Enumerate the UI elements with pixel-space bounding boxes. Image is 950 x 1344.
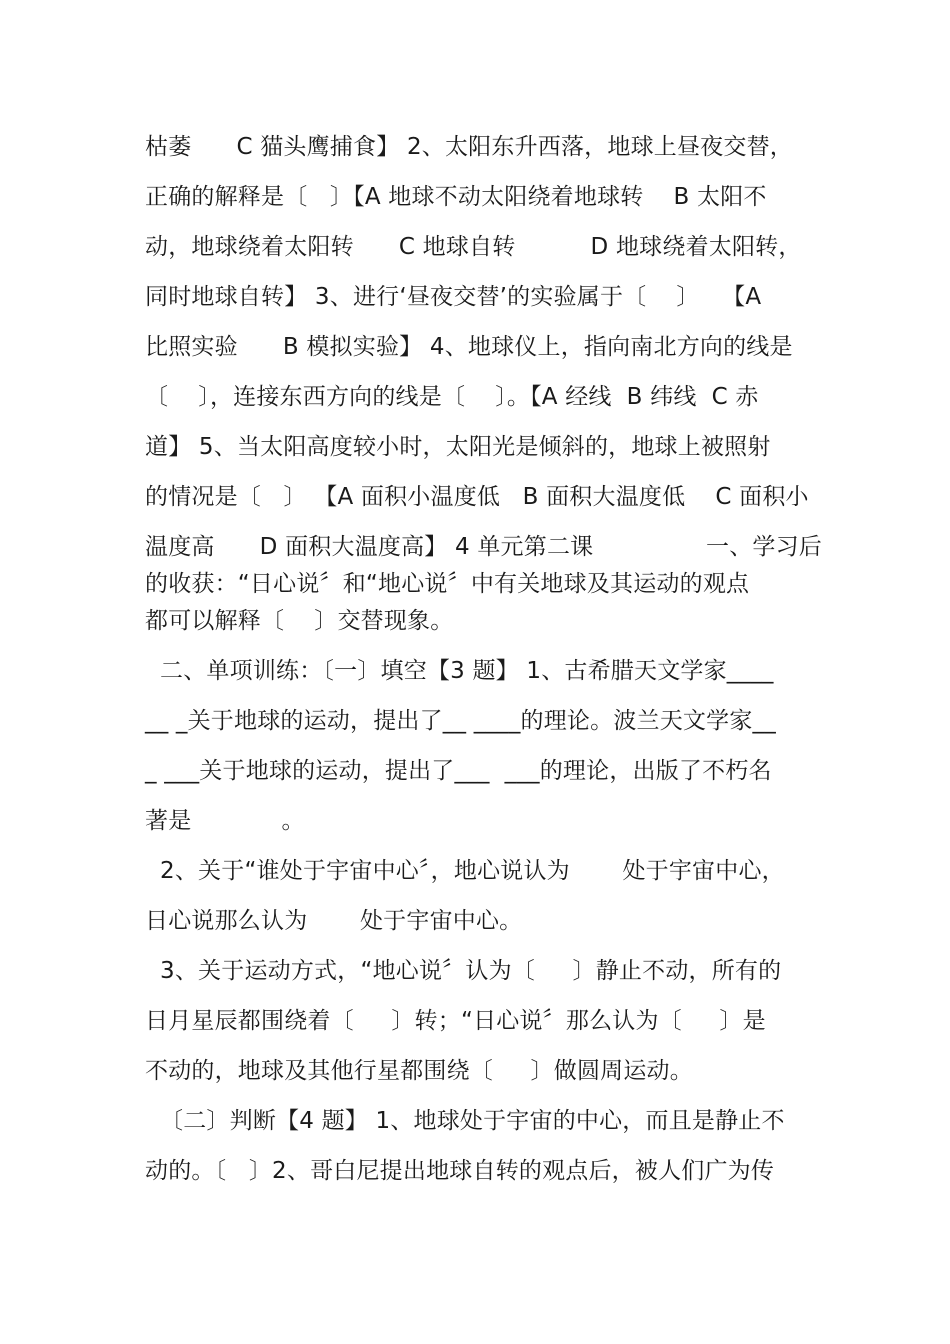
- text-line: 比照实验 B 模拟实验】 4、地球仪上，指向南北方向的线是: [145, 334, 793, 360]
- text-line: 同时地球自转】 3、进行‘昼夜交替’的实验属于〔 〕 【A: [145, 284, 762, 310]
- text-line: 二、单项训练：〔一〕填空【3 题】 1、古希腊天文学家____: [145, 658, 774, 684]
- text-line: 著是 。: [145, 808, 305, 834]
- text-line: 不动的，地球及其他行星都围绕〔 〕做圆周运动。: [145, 1058, 693, 1084]
- text-line: 日心说那么认为 处于宇宙中心。: [145, 908, 523, 934]
- text-line: 道】 5、当太阳高度较小时，太阳光是倾斜的，地球上被照射: [145, 434, 771, 460]
- text-line: 动，地球绕着太阳转 C 地球自转 D 地球绕着太阳转，: [145, 234, 802, 260]
- text-line: 〔 〕，连接东西方向的线是〔 〕。【A 经线 B 纬线 C 赤: [145, 384, 759, 410]
- text-line: 的收获：“日心说〞和“地心说〞中有关地球及其运动的观点: [145, 571, 750, 597]
- text-line: 〔二〕判断【4 题】 1、地球处于宇宙的中心，而且是静止不: [145, 1108, 785, 1134]
- text-line: 的情况是〔 〕 【A 面积小温度低 B 面积大温度低 C 面积小: [145, 484, 809, 510]
- text-line: 动的。〔 〕2、哥白尼提出地球自转的观点后，被人们广为传: [145, 1158, 775, 1184]
- text-line: 日月星辰都围绕着〔 〕转；“日心说〞那么认为〔 〕是: [145, 1008, 766, 1034]
- text-line: 3、关于运动方式，“地心说〞认为〔 〕静止不动，所有的: [145, 958, 782, 984]
- text-line: _ ___关于地球的运动，提出了___ ___的理论，出版了不朽名: [145, 758, 772, 784]
- text-line: 正确的解释是〔 〕【A 地球不动太阳绕着地球转 B 太阳不: [145, 184, 767, 210]
- text-line: 2、关于“谁处于宇宙中心〞，地心说认为 处于宇宙中心，: [145, 858, 785, 884]
- text-line: 枯萎 C 猫头鹰捕食】 2、太阳东升西落，地球上昼夜交替，: [145, 134, 793, 160]
- text-line: __ _关于地球的运动，提出了__ ____的理论。波兰天文学家__: [145, 708, 776, 734]
- text-line: 都可以解释〔 〕交替现象。: [145, 608, 454, 634]
- text-line: 温度高 D 面积大温度高】 4 单元第二课 一、学习后: [145, 534, 823, 560]
